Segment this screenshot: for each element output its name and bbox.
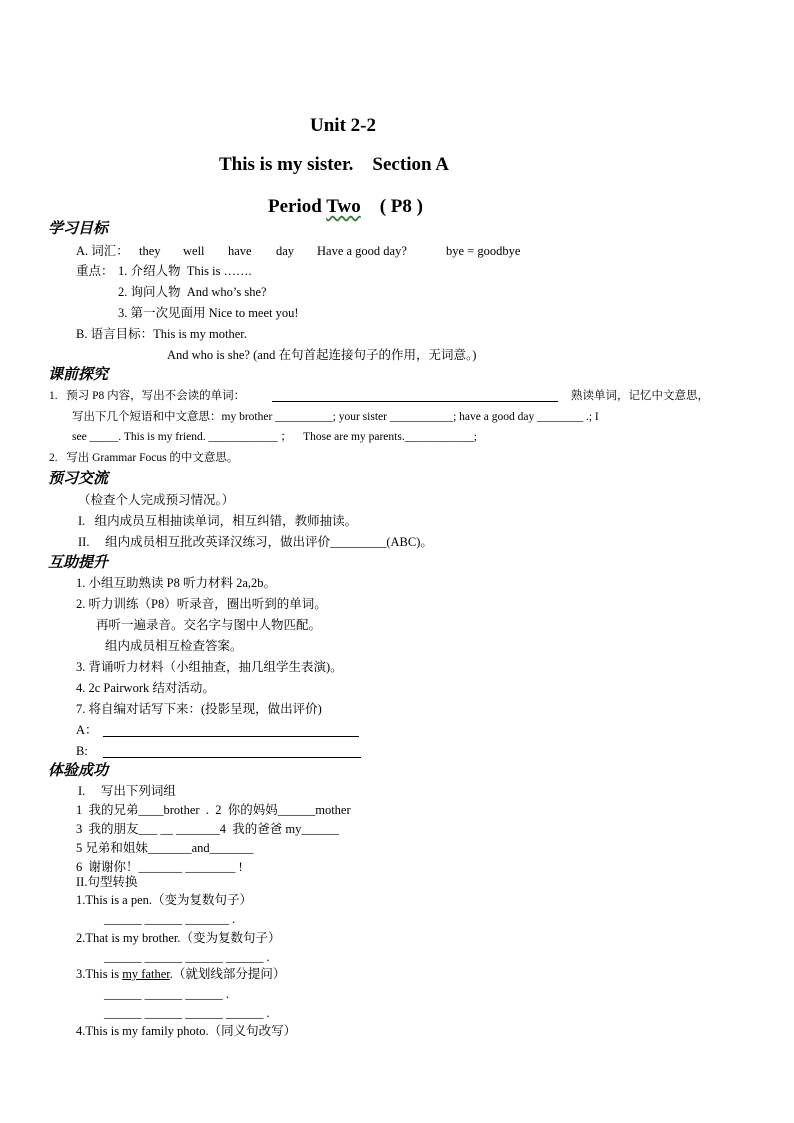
- focus-item: 2. 询问人物 And who’s she?: [118, 285, 267, 299]
- sentence-item: 2.That is my brother.（变为复数句子）: [76, 931, 281, 945]
- exchange-line: （检查个人完成预习情况。）: [78, 493, 235, 507]
- sentence-answer: ______ ______ ______ ______ .: [104, 1006, 270, 1020]
- vocab-word: Have a good day?: [317, 244, 407, 258]
- improve-step: 2. 听力训练（P8）听录音，圈出听到的单词。: [76, 597, 327, 611]
- underlined-phrase: my father: [122, 967, 170, 981]
- preview-phrases-cont: see _____. This is my friend. ____________ ； Those are my parents.____________;: [72, 431, 477, 443]
- preview-phrases: 写出下几个短语和中文意思：my brother __________; your sister ___________; have a good day ________ .; I: [72, 411, 599, 423]
- sentence-item: 1.This is a pen.（变为复数句子）: [76, 893, 253, 907]
- sentence-item: 3.This is my father.（就划线部分提问）: [76, 967, 286, 981]
- exercise-item: 3 我的朋友___ __ _______4 我的爸爸 my______: [76, 822, 339, 836]
- dialogue-b-line[interactable]: [103, 757, 361, 758]
- dialogue-a-label: A：: [76, 723, 98, 737]
- exercise-item: 1 我的兄弟____brother . 2 你的妈妈______mother: [76, 803, 351, 817]
- sentence-answer: ______ ______ ______ .: [104, 987, 229, 1001]
- sentence-answer: ______ ______ _______ .: [104, 912, 236, 926]
- exchange-line: I. 组内成员互相抽读单词，相互纠错，教师抽读。: [78, 514, 358, 528]
- vocab-word: day: [276, 244, 295, 258]
- language-goal: B. 语言目标：This is my mother.: [76, 327, 247, 341]
- improve-step: 7. 将自编对话写下来：(投影呈现，做出评价): [76, 702, 322, 716]
- focus-item: 1. 介绍人物 This is …….: [118, 264, 252, 278]
- improve-step: 4. 2c Pairwork 结对活动。: [76, 681, 215, 695]
- section-heading-goals: 学习目标: [48, 221, 109, 237]
- improve-step: 3. 背诵听力材料（小组抽查，抽几组学生表演)。: [76, 660, 343, 674]
- sentence-item: 4.This is my family photo.（同义句改写）: [76, 1024, 297, 1038]
- section-heading-success: 体验成功: [48, 763, 109, 779]
- section-heading-preview: 课前探究: [48, 367, 109, 383]
- unit-title: Unit 2-2: [310, 115, 376, 136]
- exchange-line: II. 组内成员相互批改英译汉练习，做出评价_________(ABC)。: [78, 535, 433, 549]
- exercise-item: 5 兄弟和姐妹_______and_______: [76, 841, 254, 855]
- vocab-word: have: [228, 244, 252, 258]
- preview-task-1-cont: 熟读单词，记忆中文意思，: [571, 390, 709, 402]
- improve-step: 组内成员相互检查答案。: [105, 639, 243, 653]
- dialogue-a-line[interactable]: [103, 736, 359, 737]
- focus-label: 重点：: [76, 264, 114, 278]
- sentence-answer: ______ ______ ______ ______ .: [104, 950, 270, 964]
- vocab-word: well: [183, 244, 205, 258]
- vocab-label: A. 词汇：: [76, 244, 129, 258]
- language-goal-note: And who is she? (and 在句首起连接句子的作用，无词意。): [167, 348, 477, 362]
- vocab-word: they: [139, 244, 161, 258]
- exercise-heading: II.句型转换: [76, 875, 138, 889]
- answer-line[interactable]: [272, 401, 558, 402]
- preview-task-2: 2. 写出 Grammar Focus 的中文意思。: [49, 452, 239, 464]
- period-title: Period Two ( P8 ): [268, 196, 423, 217]
- exercise-heading: I. 写出下列词组: [78, 784, 176, 798]
- period-word: Two: [326, 196, 361, 217]
- improve-step: 1. 小组互助熟读 P8 听力材料 2a,2b。: [76, 576, 277, 590]
- lesson-title: This is my sister. Section A: [219, 154, 449, 175]
- section-heading-exchange: 预习交流: [48, 471, 109, 487]
- section-heading-improve: 互助提升: [48, 555, 109, 571]
- exercise-item: 6 谢谢你！_______ ________ !: [76, 860, 243, 874]
- dialogue-b-label: B:: [76, 744, 88, 758]
- preview-task-1: 1. 预习 P8 内容，写出不会读的单词：: [49, 390, 246, 402]
- focus-item: 3. 第一次见面用 Nice to meet you!: [118, 306, 299, 320]
- vocab-word: bye = goodbye: [446, 244, 521, 258]
- improve-step: 再听一遍录音。交名字与图中人物匹配。: [96, 618, 322, 632]
